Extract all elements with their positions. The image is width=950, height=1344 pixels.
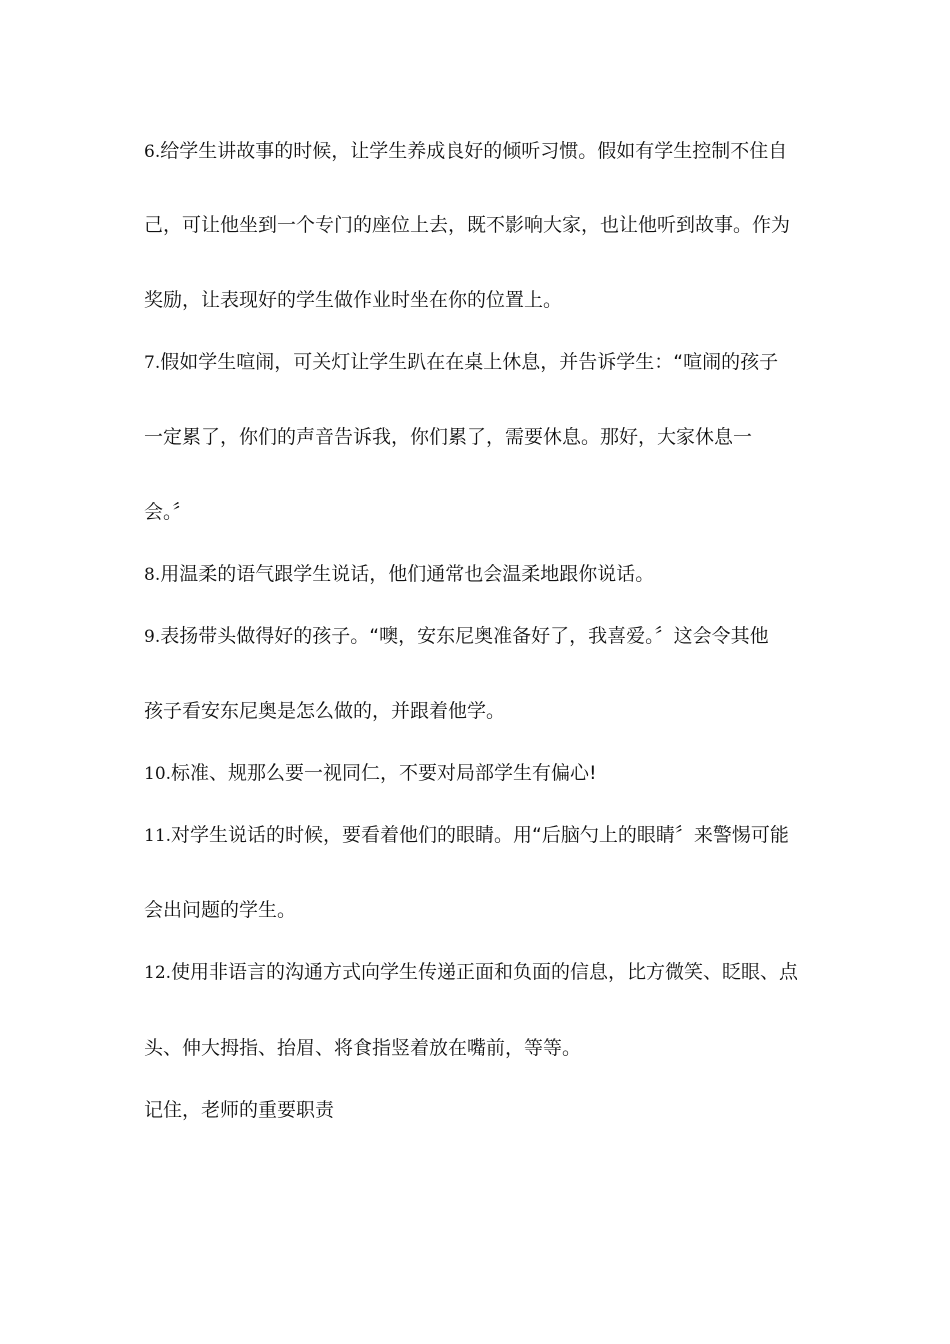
paragraph-12-line-1 [144, 960, 824, 985]
paragraph-6-line-1 [144, 139, 824, 164]
paragraph-7-line-1 [144, 350, 824, 375]
paragraph-12-text-1: 使用非语言的沟通方式向学生传递正面和负面的信息，比方微笑、眨眼、点 [171, 961, 799, 983]
paragraph-10-line-1 [144, 761, 824, 786]
closing-line: 记住，老师的重要职责 [144, 1099, 335, 1121]
paragraph-10-text-1: 标准、规那么要一视同仁，不要对局部学生有偏心! [171, 762, 597, 784]
paragraph-6-line-3: 奖励，让表现好的学生做作业时坐在你的位置上。 [144, 289, 563, 311]
paragraph-8-text-1: 用温柔的语气跟学生说话，他们通常也会温柔地跟你说话。 [160, 563, 655, 585]
paragraph-11-line-1 [144, 823, 824, 848]
paragraph-11-text-1: 对学生说话的时候，要看着他们的眼睛。用“后脑勺上的眼睛〞来警惕可能 [171, 824, 789, 846]
paragraph-11-number: 11. [144, 826, 172, 846]
paragraph-7-number: 7. [144, 353, 161, 373]
paragraph-8-number: 8. [144, 565, 161, 585]
paragraph-6-line-2: 己，可让他坐到一个专门的座位上去，既不影响大家，也让他听到故事。作为 [144, 214, 791, 236]
paragraph-6-number: 6. [144, 142, 161, 162]
paragraph-12-line-2: 头、伸大拇指、抬眉、将食指竖着放在嘴前，等等。 [144, 1037, 582, 1059]
paragraph-9-line-2: 孩子看安东尼奥是怎么做的，并跟着他学。 [144, 700, 506, 722]
paragraph-12-number: 12. [144, 963, 172, 983]
paragraph-11-line-2: 会出问题的学生。 [144, 899, 297, 921]
paragraph-7-text-1: 假如学生喧闹，可关灯让学生趴在在桌上休息，并告诉学生：“喧闹的孩子 [160, 351, 779, 373]
paragraph-9-text-1: 表扬带头做得好的孩子。“噢，安东尼奥准备好了，我喜爱。〞这会令其他 [160, 625, 769, 647]
paragraph-8-line-1 [144, 562, 824, 587]
paragraph-9-number: 9. [144, 627, 161, 647]
paragraph-6-text-1: 给学生讲故事的时候，让学生养成良好的倾听习惯。假如有学生控制不住自 [160, 140, 788, 162]
paragraph-10-number: 10. [144, 764, 172, 784]
paragraph-9-line-1 [144, 624, 824, 649]
paragraph-7-line-3: 会。〞 [144, 501, 192, 523]
paragraph-7-line-2: 一定累了，你们的声音告诉我，你们累了，需要休息。那好，大家休息一 [144, 426, 753, 448]
